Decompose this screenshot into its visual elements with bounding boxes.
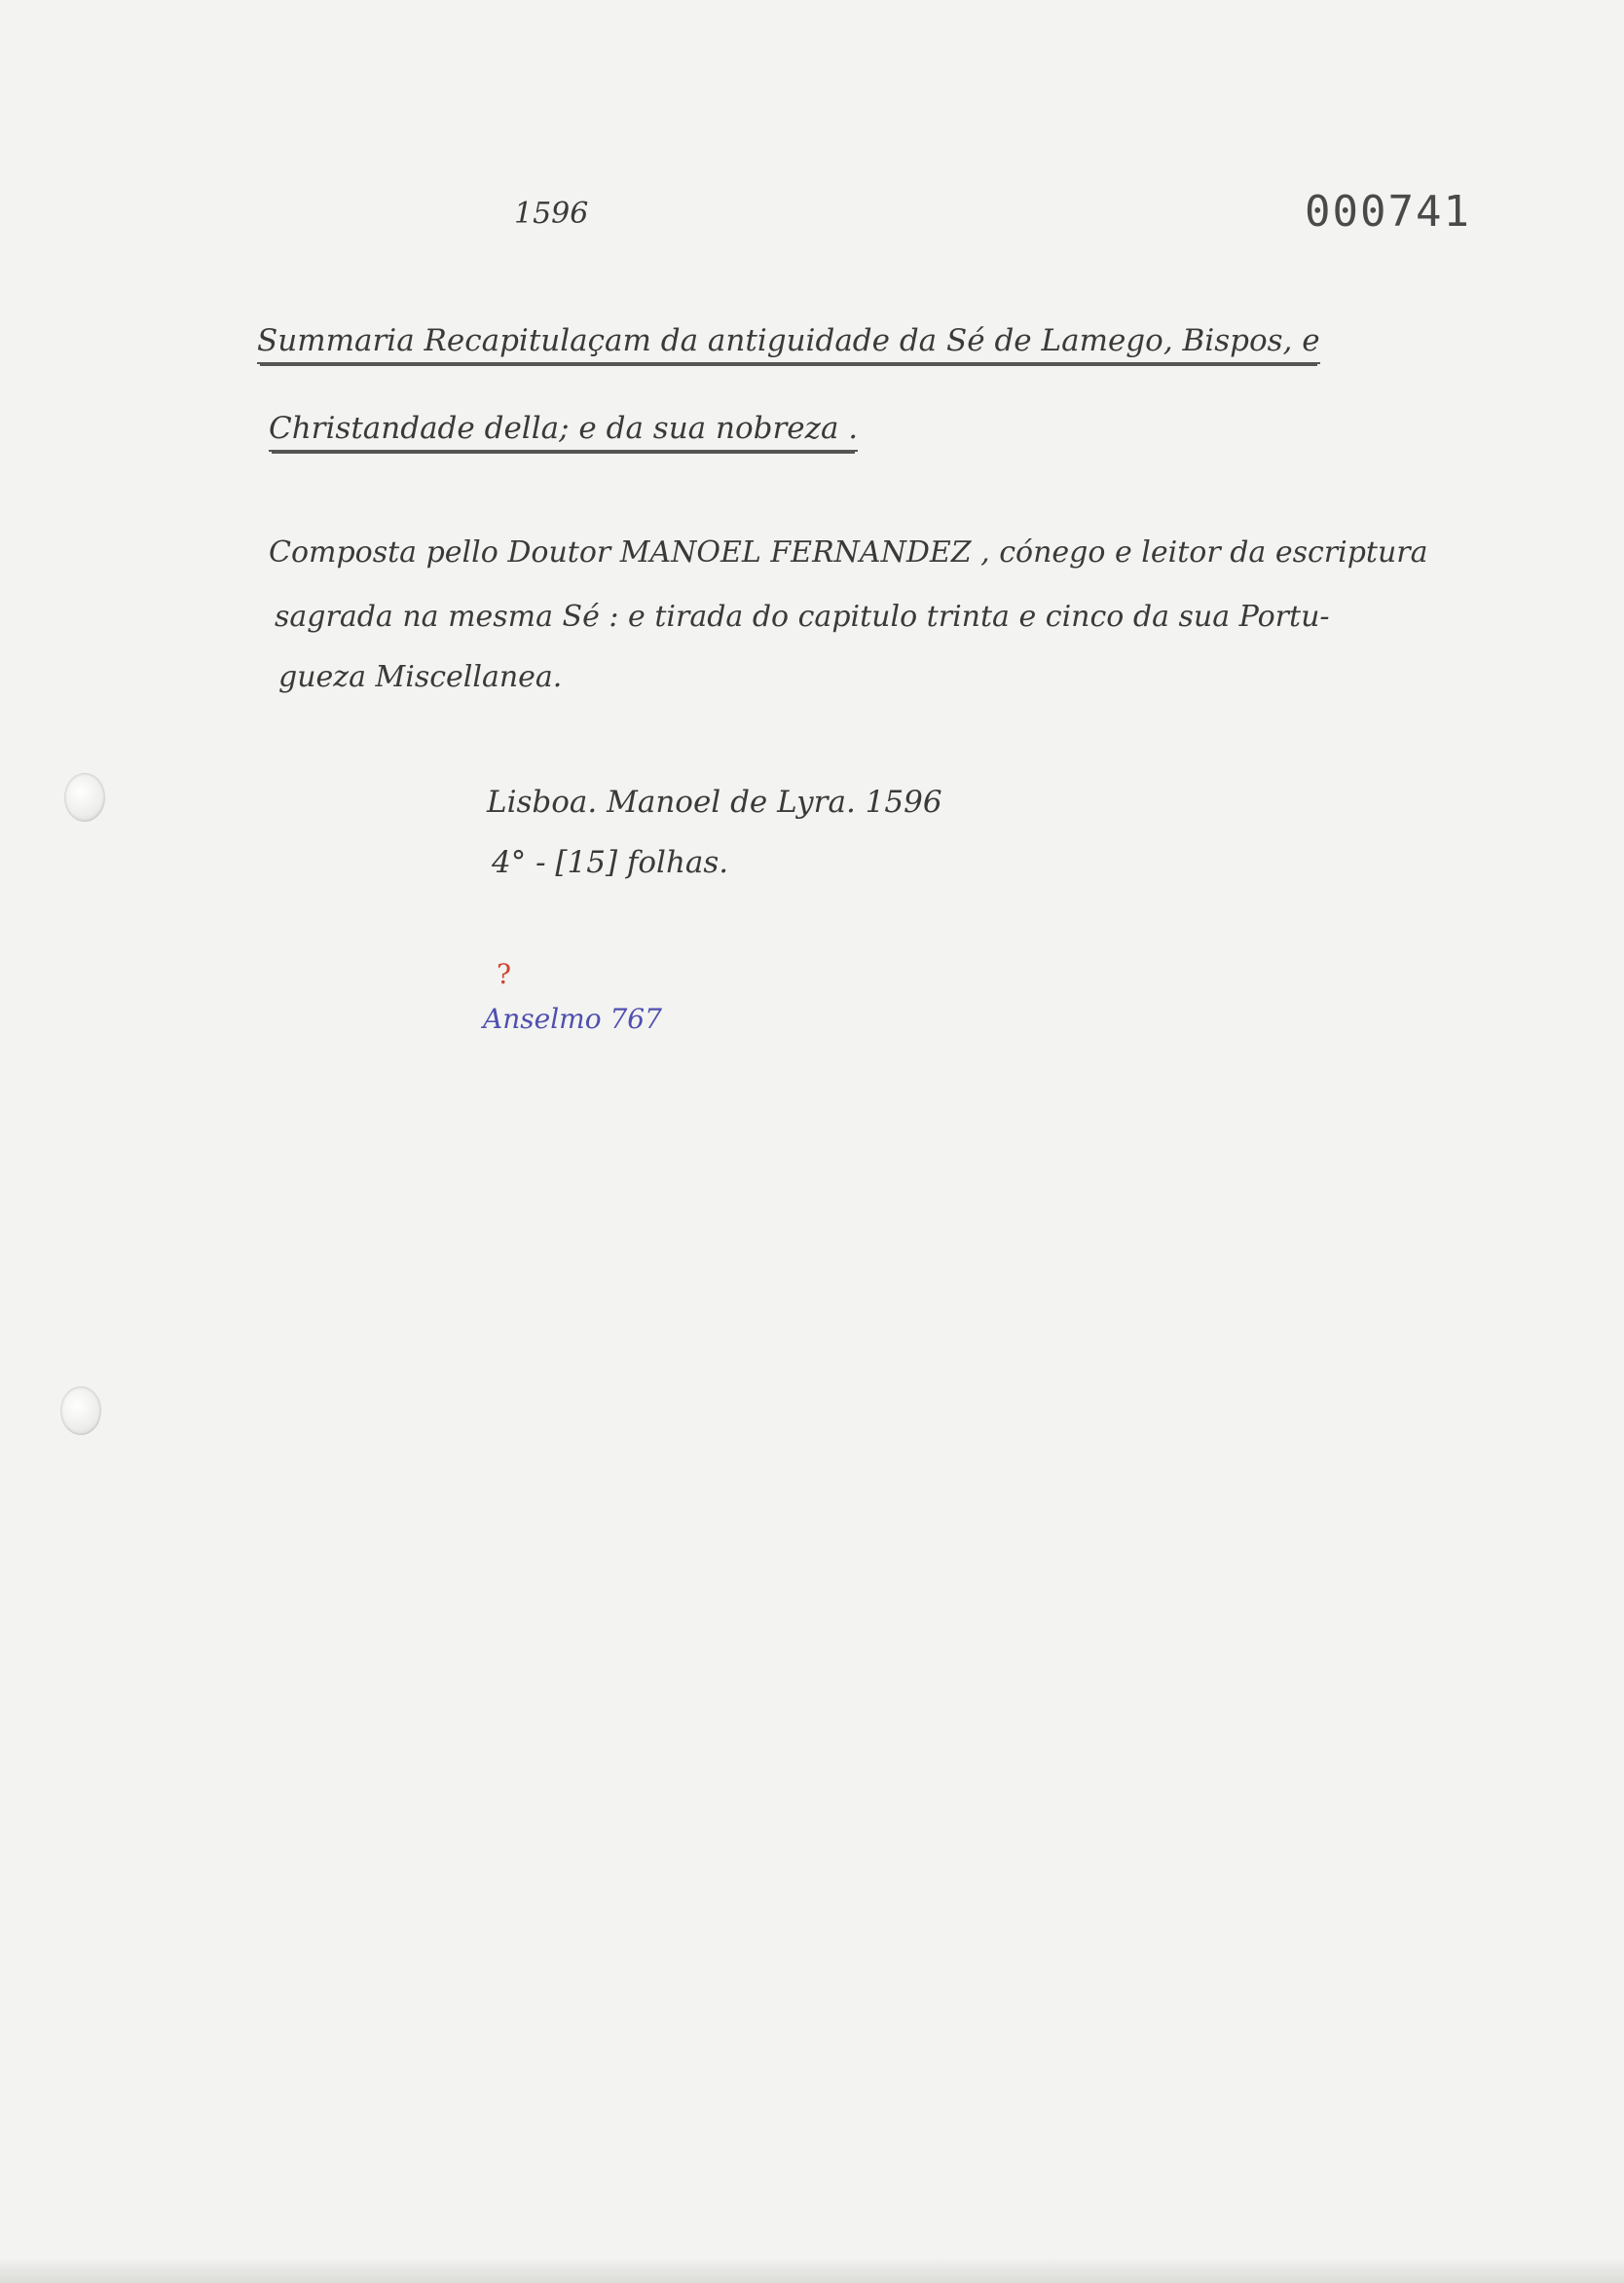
description-line-1: Composta pello Doutor MANOEL FERNANDEZ , cónego e leitor da escriptura xyxy=(269,535,1428,570)
imprint-place-printer-year: Lisboa. Manoel de Lyra. 1596 xyxy=(487,785,942,820)
description-line-3: gueza Miscellanea. xyxy=(278,660,563,694)
punch-hole-upper xyxy=(64,773,105,822)
catalog-year: 1596 xyxy=(514,197,589,231)
title-line-2: Christandade della; e da sua nobreza . xyxy=(269,411,858,452)
record-number-stamp: 000741 xyxy=(1305,187,1471,237)
bibliographic-reference: Anselmo 767 xyxy=(483,1003,662,1035)
description-line-2: sagrada na mesma Sé : e tirada do capitulo trinta e cinco da sua Portu- xyxy=(275,600,1330,634)
punch-hole-lower xyxy=(60,1386,101,1435)
imprint-format-extent: 4° - [15] folhas. xyxy=(492,845,729,880)
query-mark: ? xyxy=(497,958,512,990)
paper-bottom-edge xyxy=(0,2260,1624,2283)
title-line-1: Summaria Recapitulaçam da antiguidade da Sé de Lamego, Bispos, e xyxy=(257,323,1320,364)
